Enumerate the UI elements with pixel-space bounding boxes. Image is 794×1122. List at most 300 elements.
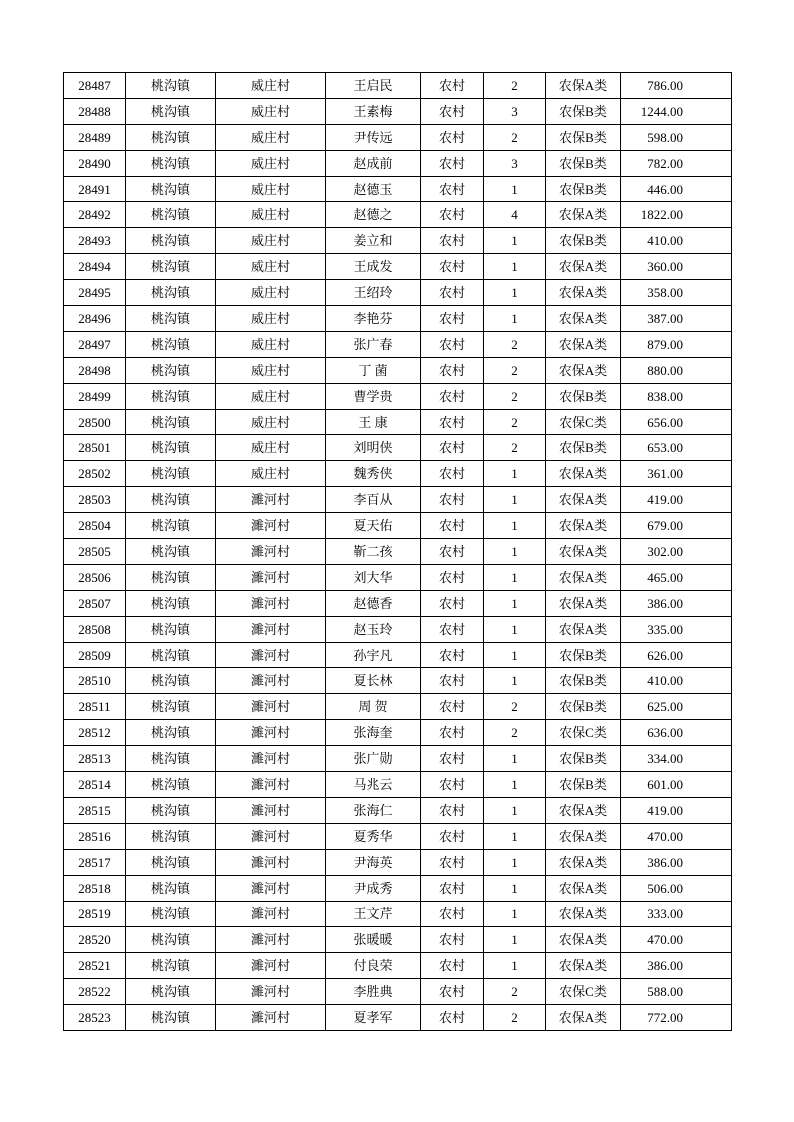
cell-town: 桃沟镇 (126, 849, 216, 875)
cell-name: 姜立和 (326, 228, 421, 254)
cell-village: 威庄村 (216, 435, 326, 461)
cell-count: 2 (484, 124, 546, 150)
cell-id: 28490 (64, 150, 126, 176)
cell-village: 威庄村 (216, 280, 326, 306)
cell-category: 农保B类 (546, 383, 621, 409)
cell-name: 王绍玲 (326, 280, 421, 306)
cell-village: 濉河村 (216, 875, 326, 901)
cell-category: 农保C类 (546, 979, 621, 1005)
cell-village: 濉河村 (216, 927, 326, 953)
cell-name: 赵德之 (326, 202, 421, 228)
cell-residence: 农村 (421, 280, 484, 306)
cell-residence: 农村 (421, 953, 484, 979)
cell-residence: 农村 (421, 927, 484, 953)
table-row (64, 668, 732, 694)
cell-amount: 334.00 (621, 746, 732, 772)
cell-name: 夏长林 (326, 668, 421, 694)
cell-id: 28506 (64, 564, 126, 590)
table-row (64, 564, 732, 590)
cell-name: 刘明侠 (326, 435, 421, 461)
cell-category: 农保A类 (546, 616, 621, 642)
cell-count: 4 (484, 202, 546, 228)
cell-amount: 1822.00 (621, 202, 732, 228)
cell-town: 桃沟镇 (126, 357, 216, 383)
cell-village: 濉河村 (216, 797, 326, 823)
cell-town: 桃沟镇 (126, 228, 216, 254)
cell-town: 桃沟镇 (126, 487, 216, 513)
cell-amount: 879.00 (621, 331, 732, 357)
cell-village: 威庄村 (216, 331, 326, 357)
cell-name: 赵德香 (326, 590, 421, 616)
cell-town: 桃沟镇 (126, 772, 216, 798)
cell-count: 1 (484, 823, 546, 849)
cell-category: 农保B类 (546, 746, 621, 772)
cell-count: 1 (484, 306, 546, 332)
cell-name: 尹海英 (326, 849, 421, 875)
cell-id: 28513 (64, 746, 126, 772)
cell-residence: 农村 (421, 513, 484, 539)
cell-id: 28502 (64, 461, 126, 487)
table-row (64, 539, 732, 565)
cell-count: 1 (484, 927, 546, 953)
cell-town: 桃沟镇 (126, 746, 216, 772)
cell-name: 李艳芬 (326, 306, 421, 332)
cell-residence: 农村 (421, 979, 484, 1005)
cell-name: 孙宇凡 (326, 642, 421, 668)
cell-amount: 465.00 (621, 564, 732, 590)
cell-category: 农保A类 (546, 487, 621, 513)
cell-amount: 358.00 (621, 280, 732, 306)
cell-amount: 386.00 (621, 590, 732, 616)
cell-count: 1 (484, 953, 546, 979)
cell-amount: 470.00 (621, 927, 732, 953)
cell-residence: 农村 (421, 849, 484, 875)
cell-town: 桃沟镇 (126, 927, 216, 953)
cell-town: 桃沟镇 (126, 823, 216, 849)
cell-town: 桃沟镇 (126, 694, 216, 720)
cell-id: 28508 (64, 616, 126, 642)
cell-village: 威庄村 (216, 228, 326, 254)
table-row (64, 927, 732, 953)
cell-residence: 农村 (421, 694, 484, 720)
cell-name: 王成发 (326, 254, 421, 280)
cell-id: 28505 (64, 539, 126, 565)
table-row (64, 124, 732, 150)
cell-town: 桃沟镇 (126, 564, 216, 590)
table-row (64, 176, 732, 202)
cell-village: 威庄村 (216, 357, 326, 383)
cell-count: 1 (484, 746, 546, 772)
cell-town: 桃沟镇 (126, 797, 216, 823)
cell-count: 1 (484, 772, 546, 798)
cell-category: 农保B类 (546, 435, 621, 461)
cell-town: 桃沟镇 (126, 590, 216, 616)
cell-id: 28521 (64, 953, 126, 979)
cell-town: 桃沟镇 (126, 1005, 216, 1031)
cell-town: 桃沟镇 (126, 979, 216, 1005)
cell-residence: 农村 (421, 901, 484, 927)
cell-name: 夏孝军 (326, 1005, 421, 1031)
cell-residence: 农村 (421, 487, 484, 513)
cell-village: 威庄村 (216, 202, 326, 228)
cell-category: 农保A类 (546, 280, 621, 306)
cell-category: 农保A类 (546, 953, 621, 979)
cell-count: 1 (484, 461, 546, 487)
cell-name: 张海仁 (326, 797, 421, 823)
cell-town: 桃沟镇 (126, 642, 216, 668)
cell-count: 1 (484, 228, 546, 254)
table-row (64, 98, 732, 124)
cell-amount: 386.00 (621, 849, 732, 875)
cell-count: 1 (484, 280, 546, 306)
cell-id: 28511 (64, 694, 126, 720)
cell-amount: 880.00 (621, 357, 732, 383)
cell-village: 威庄村 (216, 254, 326, 280)
cell-village: 威庄村 (216, 409, 326, 435)
cell-amount: 625.00 (621, 694, 732, 720)
cell-village: 濉河村 (216, 668, 326, 694)
cell-count: 2 (484, 73, 546, 99)
cell-id: 28496 (64, 306, 126, 332)
cell-id: 28514 (64, 772, 126, 798)
table-row (64, 953, 732, 979)
cell-name: 付良荣 (326, 953, 421, 979)
cell-name: 曹学贵 (326, 383, 421, 409)
cell-category: 农保B类 (546, 228, 621, 254)
cell-village: 濉河村 (216, 513, 326, 539)
cell-name: 李百从 (326, 487, 421, 513)
cell-village: 濉河村 (216, 720, 326, 746)
cell-count: 1 (484, 875, 546, 901)
cell-town: 桃沟镇 (126, 901, 216, 927)
table-row (64, 280, 732, 306)
cell-id: 28517 (64, 849, 126, 875)
cell-id: 28493 (64, 228, 126, 254)
cell-id: 28507 (64, 590, 126, 616)
cell-category: 农保A类 (546, 1005, 621, 1031)
cell-town: 桃沟镇 (126, 124, 216, 150)
table-row (64, 306, 732, 332)
cell-category: 农保A类 (546, 590, 621, 616)
table-row (64, 487, 732, 513)
cell-id: 28523 (64, 1005, 126, 1031)
table-row (64, 901, 732, 927)
cell-category: 农保B类 (546, 642, 621, 668)
cell-amount: 419.00 (621, 487, 732, 513)
cell-village: 威庄村 (216, 73, 326, 99)
table-row (64, 461, 732, 487)
cell-residence: 农村 (421, 357, 484, 383)
cell-residence: 农村 (421, 720, 484, 746)
cell-id: 28520 (64, 927, 126, 953)
cell-count: 3 (484, 150, 546, 176)
cell-count: 1 (484, 849, 546, 875)
cell-residence: 农村 (421, 124, 484, 150)
cell-category: 农保B类 (546, 150, 621, 176)
cell-village: 濉河村 (216, 487, 326, 513)
cell-category: 农保A类 (546, 901, 621, 927)
cell-id: 28487 (64, 73, 126, 99)
cell-village: 威庄村 (216, 124, 326, 150)
cell-count: 1 (484, 513, 546, 539)
records-tbody (64, 73, 732, 1031)
cell-count: 2 (484, 435, 546, 461)
cell-residence: 农村 (421, 98, 484, 124)
cell-amount: 679.00 (621, 513, 732, 539)
cell-id: 28510 (64, 668, 126, 694)
table-row (64, 435, 732, 461)
cell-name: 尹成秀 (326, 875, 421, 901)
cell-count: 1 (484, 590, 546, 616)
cell-category: 农保A类 (546, 306, 621, 332)
cell-town: 桃沟镇 (126, 720, 216, 746)
cell-village: 濉河村 (216, 746, 326, 772)
cell-name: 周 贺 (326, 694, 421, 720)
table-row (64, 642, 732, 668)
cell-village: 威庄村 (216, 383, 326, 409)
table-row (64, 228, 732, 254)
cell-amount: 333.00 (621, 901, 732, 927)
table-row (64, 331, 732, 357)
cell-name: 赵玉玲 (326, 616, 421, 642)
cell-id: 28497 (64, 331, 126, 357)
cell-id: 28495 (64, 280, 126, 306)
cell-id: 28509 (64, 642, 126, 668)
table-row (64, 202, 732, 228)
cell-category: 农保A类 (546, 202, 621, 228)
table-row (64, 409, 732, 435)
cell-village: 濉河村 (216, 642, 326, 668)
cell-name: 赵德玉 (326, 176, 421, 202)
cell-name: 王素梅 (326, 98, 421, 124)
cell-category: 农保B类 (546, 772, 621, 798)
cell-amount: 1244.00 (621, 98, 732, 124)
cell-id: 28494 (64, 254, 126, 280)
cell-category: 农保A类 (546, 513, 621, 539)
cell-residence: 农村 (421, 590, 484, 616)
cell-residence: 农村 (421, 409, 484, 435)
cell-town: 桃沟镇 (126, 383, 216, 409)
cell-amount: 387.00 (621, 306, 732, 332)
cell-residence: 农村 (421, 797, 484, 823)
cell-amount: 653.00 (621, 435, 732, 461)
cell-residence: 农村 (421, 254, 484, 280)
cell-count: 1 (484, 642, 546, 668)
cell-town: 桃沟镇 (126, 539, 216, 565)
cell-id: 28498 (64, 357, 126, 383)
cell-count: 1 (484, 487, 546, 513)
cell-town: 桃沟镇 (126, 668, 216, 694)
cell-village: 威庄村 (216, 150, 326, 176)
cell-name: 夏天佑 (326, 513, 421, 539)
cell-amount: 361.00 (621, 461, 732, 487)
cell-name: 夏秀华 (326, 823, 421, 849)
cell-amount: 598.00 (621, 124, 732, 150)
cell-village: 威庄村 (216, 98, 326, 124)
cell-amount: 506.00 (621, 875, 732, 901)
table-row (64, 150, 732, 176)
cell-village: 濉河村 (216, 590, 326, 616)
cell-name: 张海奎 (326, 720, 421, 746)
cell-count: 3 (484, 98, 546, 124)
cell-residence: 农村 (421, 1005, 484, 1031)
cell-amount: 386.00 (621, 953, 732, 979)
table-row (64, 849, 732, 875)
table-row (64, 694, 732, 720)
cell-category: 农保A类 (546, 461, 621, 487)
cell-id: 28503 (64, 487, 126, 513)
cell-residence: 农村 (421, 228, 484, 254)
cell-count: 1 (484, 797, 546, 823)
cell-village: 濉河村 (216, 901, 326, 927)
table-row (64, 1005, 732, 1031)
cell-amount: 410.00 (621, 668, 732, 694)
cell-village: 濉河村 (216, 564, 326, 590)
cell-residence: 农村 (421, 461, 484, 487)
cell-id: 28515 (64, 797, 126, 823)
cell-town: 桃沟镇 (126, 98, 216, 124)
cell-name: 刘大华 (326, 564, 421, 590)
cell-town: 桃沟镇 (126, 150, 216, 176)
cell-town: 桃沟镇 (126, 202, 216, 228)
cell-name: 王启民 (326, 73, 421, 99)
cell-category: 农保B类 (546, 668, 621, 694)
cell-category: 农保A类 (546, 823, 621, 849)
cell-count: 2 (484, 357, 546, 383)
table-row (64, 383, 732, 409)
cell-name: 尹传远 (326, 124, 421, 150)
cell-town: 桃沟镇 (126, 331, 216, 357)
cell-count: 2 (484, 331, 546, 357)
cell-town: 桃沟镇 (126, 306, 216, 332)
cell-residence: 农村 (421, 772, 484, 798)
cell-village: 威庄村 (216, 176, 326, 202)
cell-amount: 656.00 (621, 409, 732, 435)
cell-amount: 410.00 (621, 228, 732, 254)
table-row (64, 823, 732, 849)
cell-count: 1 (484, 901, 546, 927)
cell-count: 2 (484, 383, 546, 409)
cell-category: 农保A类 (546, 254, 621, 280)
cell-id: 28491 (64, 176, 126, 202)
cell-count: 1 (484, 254, 546, 280)
table-row (64, 590, 732, 616)
cell-village: 濉河村 (216, 953, 326, 979)
cell-residence: 农村 (421, 73, 484, 99)
cell-residence: 农村 (421, 746, 484, 772)
cell-village: 濉河村 (216, 1005, 326, 1031)
cell-count: 2 (484, 1005, 546, 1031)
cell-town: 桃沟镇 (126, 254, 216, 280)
cell-category: 农保A类 (546, 539, 621, 565)
cell-name: 靳二孩 (326, 539, 421, 565)
cell-id: 28516 (64, 823, 126, 849)
cell-name: 丁 菌 (326, 357, 421, 383)
cell-id: 28499 (64, 383, 126, 409)
cell-amount: 419.00 (621, 797, 732, 823)
cell-id: 28519 (64, 901, 126, 927)
cell-amount: 838.00 (621, 383, 732, 409)
cell-village: 濉河村 (216, 539, 326, 565)
cell-residence: 农村 (421, 823, 484, 849)
table-row (64, 616, 732, 642)
cell-category: 农保A类 (546, 875, 621, 901)
cell-village: 濉河村 (216, 979, 326, 1005)
cell-village: 濉河村 (216, 616, 326, 642)
cell-amount: 772.00 (621, 1005, 732, 1031)
cell-name: 张广春 (326, 331, 421, 357)
cell-amount: 626.00 (621, 642, 732, 668)
cell-count: 2 (484, 694, 546, 720)
cell-residence: 农村 (421, 383, 484, 409)
cell-category: 农保A类 (546, 797, 621, 823)
cell-id: 28488 (64, 98, 126, 124)
cell-count: 2 (484, 409, 546, 435)
cell-count: 1 (484, 539, 546, 565)
cell-category: 农保B类 (546, 176, 621, 202)
cell-town: 桃沟镇 (126, 875, 216, 901)
cell-category: 农保A类 (546, 73, 621, 99)
cell-id: 28501 (64, 435, 126, 461)
table-row (64, 746, 732, 772)
cell-town: 桃沟镇 (126, 461, 216, 487)
cell-amount: 636.00 (621, 720, 732, 746)
table-row (64, 513, 732, 539)
cell-residence: 农村 (421, 616, 484, 642)
cell-id: 28500 (64, 409, 126, 435)
cell-name: 王 康 (326, 409, 421, 435)
cell-amount: 360.00 (621, 254, 732, 280)
table-row (64, 979, 732, 1005)
cell-category: 农保C类 (546, 409, 621, 435)
cell-village: 濉河村 (216, 849, 326, 875)
cell-id: 28512 (64, 720, 126, 746)
cell-residence: 农村 (421, 642, 484, 668)
cell-name: 李胜典 (326, 979, 421, 1005)
cell-count: 1 (484, 668, 546, 694)
cell-id: 28489 (64, 124, 126, 150)
cell-amount: 470.00 (621, 823, 732, 849)
cell-residence: 农村 (421, 331, 484, 357)
table-row (64, 772, 732, 798)
cell-village: 威庄村 (216, 461, 326, 487)
cell-town: 桃沟镇 (126, 73, 216, 99)
cell-residence: 农村 (421, 176, 484, 202)
cell-residence: 农村 (421, 564, 484, 590)
cell-category: 农保A类 (546, 357, 621, 383)
cell-town: 桃沟镇 (126, 513, 216, 539)
table-row (64, 73, 732, 99)
cell-village: 濉河村 (216, 823, 326, 849)
cell-town: 桃沟镇 (126, 409, 216, 435)
cell-count: 2 (484, 979, 546, 1005)
table-row (64, 357, 732, 383)
cell-category: 农保A类 (546, 331, 621, 357)
cell-category: 农保A类 (546, 849, 621, 875)
cell-town: 桃沟镇 (126, 435, 216, 461)
cell-village: 濉河村 (216, 772, 326, 798)
cell-residence: 农村 (421, 306, 484, 332)
cell-residence: 农村 (421, 150, 484, 176)
cell-amount: 588.00 (621, 979, 732, 1005)
cell-count: 1 (484, 616, 546, 642)
cell-amount: 302.00 (621, 539, 732, 565)
cell-count: 1 (484, 176, 546, 202)
cell-residence: 农村 (421, 875, 484, 901)
cell-id: 28522 (64, 979, 126, 1005)
cell-name: 张暖暖 (326, 927, 421, 953)
table-row (64, 875, 732, 901)
